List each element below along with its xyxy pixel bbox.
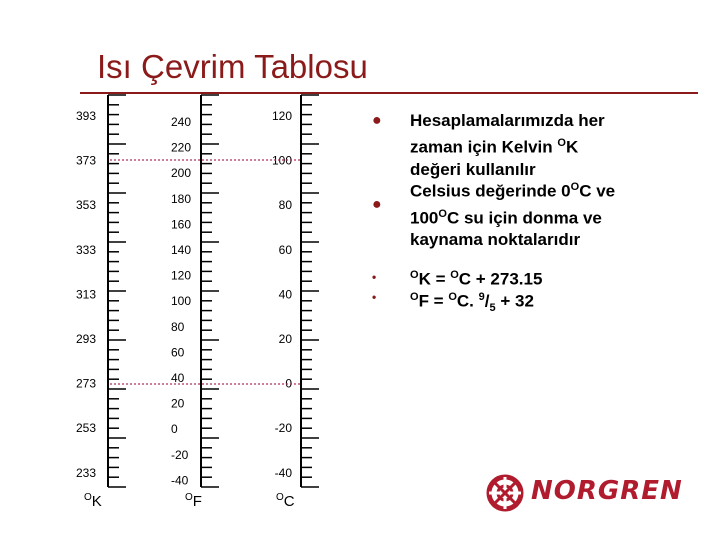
celsius-tick-label: -20 bbox=[274, 421, 292, 436]
bullet-text: kaynama noktalarıdır bbox=[410, 230, 581, 250]
celsius-tick-label: 20 bbox=[278, 332, 292, 346]
celsius-tick-label: 0 bbox=[285, 376, 292, 391]
fahrenheit-tick-label: 80 bbox=[171, 319, 185, 334]
fahrenheit-tick-label: 200 bbox=[171, 166, 192, 181]
fahrenheit-tick-label: 140 bbox=[171, 243, 192, 257]
slide-title: Isı Çevrim Tablosu bbox=[97, 48, 368, 85]
celsius-tick-label: 120 bbox=[271, 109, 292, 123]
bullet-text: Celsius değerinde $0^OC$ ve bbox=[410, 181, 616, 201]
fahrenheit-tick-label: 100 bbox=[171, 294, 192, 309]
kelvin-tick-label: 293 bbox=[76, 332, 97, 346]
kelvin-tick-label: 333 bbox=[76, 242, 97, 257]
celsius-tick-label: -40 bbox=[274, 465, 292, 480]
kelvin-tick-label: 253 bbox=[76, 421, 97, 436]
bullet-dot: • bbox=[372, 270, 377, 284]
fahrenheit-unit-label: $^O$F bbox=[185, 492, 202, 510]
fahrenheit-tick-label: 0 bbox=[171, 422, 178, 437]
fahrenheit-tick-label: 20 bbox=[171, 396, 185, 411]
celsius-scale bbox=[272, 95, 319, 487]
formula-kelvin: $^O$K = $^O$C + 273.15 bbox=[410, 269, 543, 289]
norgren-emblem-icon bbox=[485, 473, 525, 513]
fahrenheit-tick-label: 40 bbox=[171, 371, 185, 385]
fahrenheit-tick-label: 60 bbox=[171, 345, 185, 360]
fahrenheit-scale bbox=[171, 95, 219, 487]
bullet-text: Hesaplamalarımızda her bbox=[410, 111, 605, 130]
bullet-dot: • bbox=[372, 290, 377, 304]
formula-fahrenheit: $^O$F = $^O$C. $^9/_5 + 32$ bbox=[410, 291, 534, 315]
celsius-tick-label: 100 bbox=[271, 153, 292, 168]
celsius-tick-label: 80 bbox=[278, 198, 292, 213]
kelvin-scale bbox=[76, 95, 126, 487]
celsius-unit-label: $^O$C bbox=[276, 492, 295, 510]
bullet-dot: ● bbox=[372, 112, 382, 129]
kelvin-tick-label: 233 bbox=[76, 465, 97, 480]
logo-wordmark: NORGREN bbox=[531, 476, 683, 506]
kelvin-unit-label: $^O$K bbox=[84, 492, 102, 510]
kelvin-tick-label: 353 bbox=[76, 198, 97, 213]
kelvin-tick-label: 313 bbox=[76, 287, 97, 302]
bullet-text: zaman için Kelvin $^O$K bbox=[410, 137, 579, 157]
celsius-tick-label: 60 bbox=[278, 242, 292, 257]
fahrenheit-tick-label: 240 bbox=[171, 115, 192, 129]
fahrenheit-tick-label: 120 bbox=[171, 268, 192, 283]
norgren-logo bbox=[485, 472, 697, 514]
fahrenheit-tick-label: -40 bbox=[171, 473, 189, 488]
fahrenheit-tick-label: 180 bbox=[171, 191, 192, 206]
fahrenheit-tick-label: 220 bbox=[171, 140, 192, 155]
celsius-tick-label: 40 bbox=[278, 287, 292, 302]
bullet-text: değeri kullanılır bbox=[410, 159, 536, 179]
kelvin-tick-label: 393 bbox=[76, 109, 97, 123]
fahrenheit-tick-label: 160 bbox=[171, 217, 192, 232]
bullet-text: $100^OC$ su için donma ve bbox=[410, 207, 602, 228]
kelvin-tick-label: 373 bbox=[76, 153, 97, 168]
kelvin-tick-label: 273 bbox=[76, 376, 97, 391]
bullet-dot: ● bbox=[372, 196, 382, 213]
fahrenheit-tick-label: -20 bbox=[171, 447, 189, 462]
